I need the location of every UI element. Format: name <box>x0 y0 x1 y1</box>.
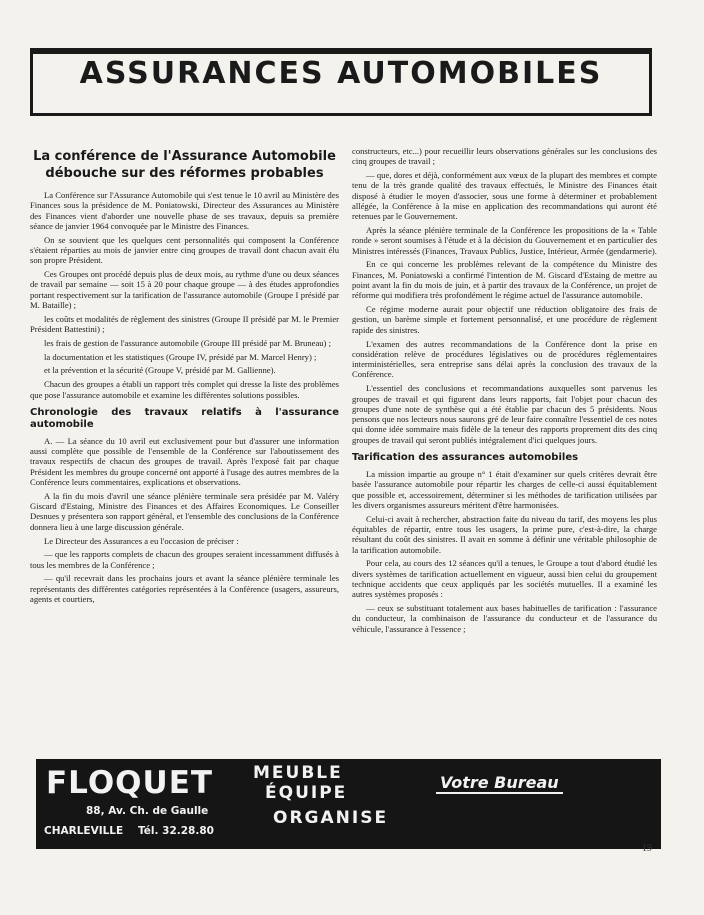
section-subhead: Tarification des assurances automobiles <box>352 452 579 464</box>
paragraph: L'examen des autres recommandations de la Conférence dont la prise en considération relève de procédures législatives ou de procédures réglementaires interministérielles, sera entreprise sans délai après la conclusion des travaux de la Conférence. <box>352 338 657 380</box>
paragraph: — que, dores et déjà, conformément aux vœux de la plupart des membres et compte tenu de la très grande qualité des travaux effectués, le Ministre des Finances était disposé à étudier le moyen d'associer, sous une forme à déterminer et probablement allégée, la Conférence à la mise en application des recommandations qui auront été retenues par le Gouvernement. <box>352 170 657 222</box>
ad-line-organise: ORGANISE <box>273 808 389 828</box>
ad-line-meuble: MEUBLE <box>253 763 343 783</box>
paragraph: les coûts et modalités de règlement des sinistres (Groupe II présidé par M. le Premier Président Battestini) ; <box>30 313 339 335</box>
paragraph: et la prévention et la sécurité (Groupe V, présidé par M. Gallienne). <box>44 365 276 376</box>
paragraph: L'essentiel des conclusions et recommandations auxquelles sont parvenus les groupes de travail et qui figurent dans leurs rapports, fait l'objet pour chacun des groupes d'une note de synthèse qui a été établie par chacun des 5 présidents. Nous pensons que nos lecteurs nous saurons gré de leur faire connaître l'essentiel de ces notes qui donne idée sommaire mais fidèle de la teneur des rapports proprement dits des cinq groupes de travail qui seront publiés intégralement d'ici quelques jours. <box>352 383 657 445</box>
paragraph: En ce qui concerne les problèmes relevant de la compétence du Ministre des Finances, M. Poniatowski a confirmé l'intention de M. Giscard d'Estaing de mettre au point avant la fin du mois de juin, et à partir des travaux de la Conférence, un projet de réforme qui modifiera très profondément le régime actuel de l'assurance automobile. <box>352 259 657 301</box>
ad-phone: Tél. 32.28.80 <box>138 825 214 837</box>
ad-address: 88, Av. Ch. de Gaulle <box>86 805 209 817</box>
paragraph: A. — La séance du 10 avril eut exclusivement pour but d'assurer une information aussi complète que possible de l'ensemble de la Conférence sur l'aboutissement des travaux respectifs de chacun des groupes de travail. Après l'exposé fait par chaque Président les membres du groupe concerné ont apporté à l'usage des autres membres de la Conférence leurs commentaires, explications et observations. <box>30 435 339 488</box>
article-left-column <box>30 146 339 608</box>
paragraph: — que les rapports complets de chacun des groupes seraient incessamment diffusés à tous les membres de la Conférence ; <box>30 549 339 570</box>
ad-tagline: Votre Bureau <box>436 773 563 794</box>
paragraph: Celui-ci avait à rechercher, abstraction faite du niveau du tarif, des moyens les plus équitables de répartir, entre tous les usagers, la prime pure, c'est-à-dire, la charge résultant du coût des sinistres. Il avait en somme à définir une véritable philosophie de la tarification automobile. <box>352 513 657 555</box>
paragraph: La mission impartie au groupe n° 1 était d'examiner sur quels critères devrait être basée l'assurance automobile pour répartir les charges de celle-ci aussi équitablement que possible et, accessoirement, déterminer si les méthodes de tarification utilisées par les divers organismes assureurs méritent d'être harmonisées. <box>352 469 657 510</box>
page-title: ASSURANCES AUTOMOBILES <box>79 56 603 91</box>
paragraph: Pour cela, au cours des 12 séances qu'il a tenues, le Groupe a tout d'abord étudié les divers systèmes de tarification actuellement en vigueur, aussi bien celui du groupement technique accidents que ceux appliqués par les sociétés mutuelles. Il a examiné les autres systèmes proposés : <box>352 558 657 600</box>
paragraph: constructeurs, etc...) pour recueillir leurs observations générales sur les conclusions des cinq groupes de travail ; <box>352 146 657 167</box>
section-subhead: Chronologie des travaux relatifs à l'assurance automobile <box>30 406 339 430</box>
paragraph: La Conférence sur l'Assurance Automobile qui s'est tenue le 10 avril au Ministère des Finances sous la présidence de M. Poniatowski, Directeur des Assurances au Ministère des Finances vient d'aborder une nouvelle phase de ses travaux, depuis sa première séance de janvier 1964 convoquée par le Ministre des Finances. <box>30 190 339 231</box>
article-headline: La conférence de l'Assurance Automobile débouche sur des réformes probables <box>33 149 336 181</box>
paragraph: la documentation et les statistiques (Groupe IV, présidé par M. Marcel Henry) ; <box>44 351 317 362</box>
paragraph: Ces Groupes ont procédé depuis plus de deux mois, au rythme d'une ou deux séances de travail par semaine — soit 15 à 20 pour chaque groupe — à des études approfondies portant respectivement sur la tarification de l'assurance automobile (Groupe I présidé par M. Bataille) ; <box>30 269 339 310</box>
paragraph: Après la séance plénière terminale de la Conférence les propositions de la « Table ronde » seront soumises à l'étude et à la décision du Gouvernement et en particulier des Ministres intéressés (Finances, Travaux Publics, Justice, Intérieur, Armée (gendarmerie). <box>352 225 657 256</box>
paragraph: On se souvient que les quelques cent personnalités qui composent la Conférence s'étaient réparties au mois de janvier entre cinq groupes de travail dont chacun avait élu son propre Président. <box>30 234 339 266</box>
ad-brand-name: FLOQUET <box>46 765 214 801</box>
ad-line-equipe: ÉQUIPE <box>265 783 348 803</box>
paragraph: A la fin du mois d'avril une séance plénière terminale sera présidée par M. Valéry Giscard d'Estaing, Ministre des Finances et des Affaires Economiques. Le Conseiller Desnues y présentera son rapport général, et l'ensemble des conclusions de la Conférence donnera lieu à une large discussion générale. <box>30 490 339 532</box>
paragraph: les frais de gestion de l'assurance automobile (Groupe III présidé par M. Bruneau) ; <box>44 337 331 348</box>
paragraph: — ceux se substituant totalement aux bases habituelles de tarification : l'assurance du conducteur, la combinaison de l'assurance du conducteur et de l'assurance du véhicule, l'assurance à l'essence ; <box>352 603 657 634</box>
advertisement-banner <box>36 759 661 849</box>
paragraph: Ce régime moderne aurait pour objectif une réduction obligatoire des frais de gestion, un barème simple et fortement personnalisé, et une procédure de règlement rapide des sinistres. <box>352 304 657 335</box>
ad-city: CHARLEVILLE <box>44 825 124 837</box>
article-right-column <box>352 146 657 637</box>
paragraph: Chacun des groupes a établi un rapport très complet qui dresse la liste des problèmes que pose l'assurance automobile et examine les différentes solutions possibles. <box>30 379 339 400</box>
paragraph: — qu'il recevrait dans les prochains jours et avant la séance plénière terminale les représentants des différentes catégories représentées à la Conférence (usagers, assureurs, agents et courtiers, <box>30 573 339 604</box>
paragraph: Le Directeur des Assurances a eu l'occasion de préciser : <box>44 535 239 546</box>
page-number: 19 <box>642 843 652 854</box>
